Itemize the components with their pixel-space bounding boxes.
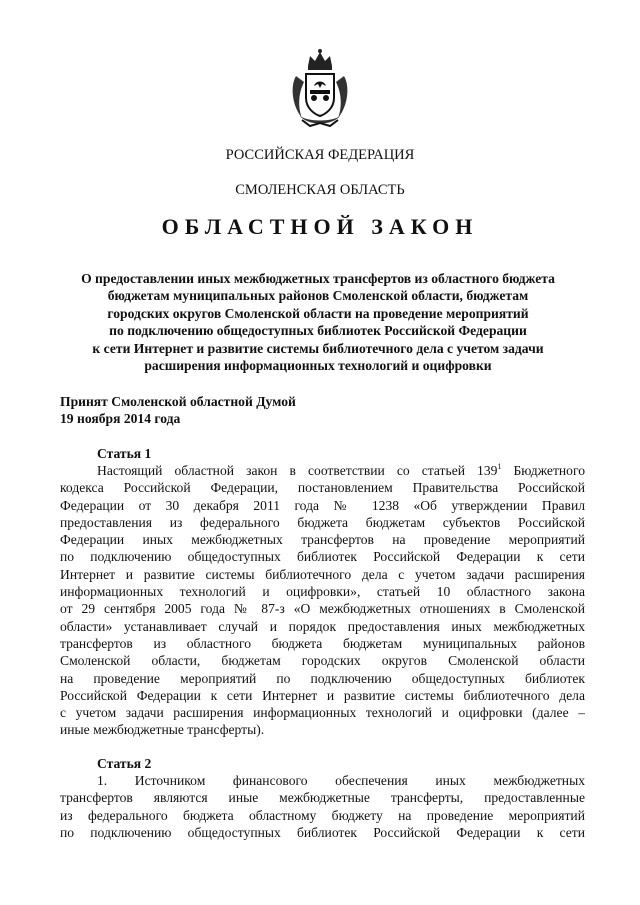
region-heading: СМОЛЕНСКАЯ ОБЛАСТЬ [235, 182, 405, 198]
article-1-line: информационных технологий и оцифровки», статьей 10 областного закона [60, 584, 585, 600]
article-1-line: трансфертов из областного бюджета бюджетам муниципальных районов [60, 635, 585, 651]
article-1-line: Смоленской области, бюджетам городских округов Смоленской области [60, 653, 585, 669]
article-2-line: 1. Источником финансового обеспечения иных межбюджетных [97, 773, 585, 788]
article-2-line: трансфертов являются иные межбюджетные трансферты, предоставленные [60, 790, 585, 806]
text-fragment: Настоящий областной закон в соответствии со статьей 139 [97, 463, 498, 478]
article-1-heading: Статья 1 [97, 446, 152, 461]
adoption-info [60, 393, 460, 427]
article-2-line: из федерального бюджета областному бюджету на проведение мероприятий [60, 807, 585, 823]
article-1-line: на проведение мероприятий по подключению общедоступных библиотек [60, 670, 585, 686]
document-type-heading: ОБЛАСТНОЙ ЗАКОН [161, 214, 479, 239]
article-1-line: от 29 сентября 2005 года № 87-з «О межбюджетных отношениях в Смоленской [60, 601, 585, 617]
law-title-line: по подключению общедоступных библиотек Российской Федерации [109, 323, 527, 339]
law-title [48, 270, 588, 374]
article-1-line: Федерации от 30 декабря 2011 года № 1238 «Об утверждении Правил [60, 497, 585, 513]
adopted-by: Принят Смоленской областной Думой [60, 394, 296, 409]
article-1-line: иные межбюджетные трансферты). [60, 722, 265, 738]
article-1-line: по подключению общедоступных библиотек Российской Федерации к сети [60, 549, 585, 565]
article-1-body [60, 462, 585, 739]
smolensk-coat-of-arms-emblem [288, 46, 352, 130]
article-2-line: по подключению общедоступных библиотек Российской Федерации к сети [60, 824, 585, 840]
article-2-body [60, 772, 585, 841]
law-title-line: О предоставлении иных межбюджетных трансфертов из областного бюджета [81, 271, 555, 286]
law-title-line: расширения информационных технологий и оцифровки [144, 358, 492, 374]
article-1-line: Российской Федерации к сети Интернет и развитие системы библиотечного дела [60, 687, 585, 703]
article-1-line: кодекса Российской Федерации, постановлением Правительства Российской [60, 480, 585, 496]
article-1-line: с учетом задачи расширения информационных технологий и оцифровки (далее – [60, 705, 585, 721]
article-1-line: Интернет и развитие системы библиотечного дела с учетом задачи расширения [60, 566, 585, 582]
article-1-line: предоставления из федерального бюджета бюджетам субъектов Российской [60, 514, 585, 530]
adoption-date: 19 ноября 2014 года [60, 411, 181, 426]
article-1-line: области» устанавливает случай и порядок предоставления иных межбюджетных [60, 618, 585, 634]
law-title-line: городских округов Смоленской области на проведение мероприятий [107, 305, 529, 321]
country-heading: РОССИЙСКАЯ ФЕДЕРАЦИЯ [225, 147, 415, 163]
text-fragment: Бюджетного [501, 463, 585, 478]
superscript: 1 [497, 462, 502, 471]
law-title-line: к сети Интернет и развитие системы библиотечного дела с учетом задачи [92, 340, 544, 356]
article-1-first-line [60, 462, 585, 479]
law-title-line: бюджетам муниципальных районов Смоленской области, бюджетам [107, 288, 529, 304]
article-2-heading: Статья 2 [97, 756, 152, 771]
article-1-line: Федерации иных межбюджетных трансфертов на проведение мероприятий [60, 532, 585, 548]
